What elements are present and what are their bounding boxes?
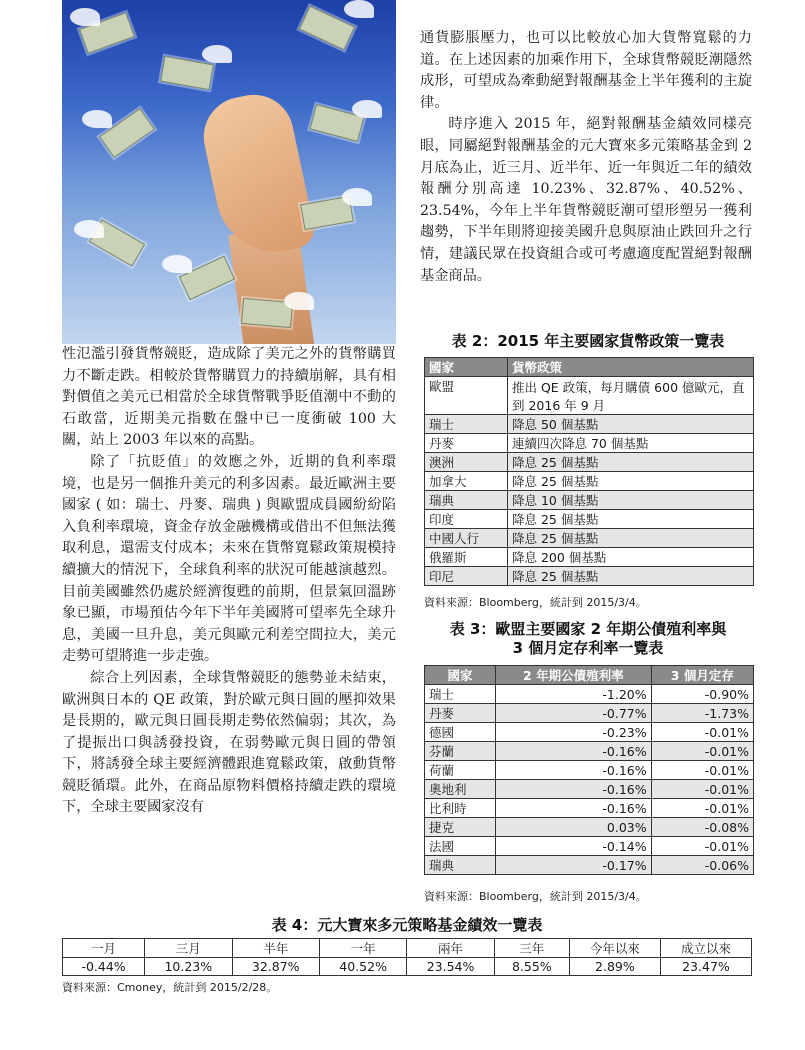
right-column-text bbox=[420, 28, 752, 287]
table-header: 成立以來 bbox=[660, 939, 751, 958]
table2-title: 表 2：2015 年主要國家貨幣政策一覽表 bbox=[451, 332, 725, 350]
table-header: 兩年 bbox=[407, 939, 494, 958]
table-header: 三月 bbox=[145, 939, 232, 958]
table-cell: -0.01% bbox=[651, 723, 753, 742]
table-cell: -0.01% bbox=[651, 761, 753, 780]
bill-wing bbox=[162, 255, 192, 273]
table-cell: -0.01% bbox=[651, 742, 753, 761]
table-cell: 比利時 bbox=[425, 799, 496, 818]
table-cell: 俄羅斯 bbox=[425, 548, 508, 567]
table-cell: 連續四次降息 70 個基點 bbox=[508, 434, 754, 453]
table-cell: 印度 bbox=[425, 510, 508, 529]
table-cell: 2.89% bbox=[569, 958, 660, 976]
table-cell: 降息 25 個基點 bbox=[508, 529, 754, 548]
table-header: 一月 bbox=[63, 939, 145, 958]
table-cell: -0.01% bbox=[651, 799, 753, 818]
table-cell: 0.03% bbox=[496, 818, 652, 837]
table-header: 今年以來 bbox=[569, 939, 660, 958]
table-cell: 德國 bbox=[425, 723, 496, 742]
bill-wing bbox=[70, 8, 100, 26]
table-cell: -0.08% bbox=[651, 818, 753, 837]
table-cell: 瑞士 bbox=[425, 415, 508, 434]
table-header: 3 個月定存 bbox=[651, 666, 753, 685]
bill-wing bbox=[284, 292, 314, 310]
bill-wing bbox=[74, 220, 104, 238]
table-header: 2 年期公債殖利率 bbox=[496, 666, 652, 685]
table-cell: 芬蘭 bbox=[425, 742, 496, 761]
table-header: 一年 bbox=[319, 939, 406, 958]
table-header: 國家 bbox=[425, 358, 508, 377]
paragraph: 通貨膨脹壓力，也可以比較放心加大貨幣寬鬆的力道。在上述因素的加乘作用下，全球貨幣競貶潮隱然成形，可望成為牽動絕對報酬基金上半年獲利的主旋律。 bbox=[420, 30, 752, 111]
table-cell: 降息 200 個基點 bbox=[508, 548, 754, 567]
table-cell: 法國 bbox=[425, 837, 496, 856]
paragraph: 綜合上列因素，全球貨幣競貶的態勢並未結束，歐洲與日本的 QE 政策，對於歐元與日圓的壓抑效果是長期的，歐元與日圓長期走勢依然偏弱；其次，為了提振出口與誘發投資，在弱勢歐元與日圓的帶領下，將誘發全球主要經濟體跟進寬鬆政策，啟動貨幣競貶循環。此外，在商品原物料價格持續走跌的環境下，全球主要國家沒有 bbox=[62, 669, 396, 816]
table-cell: 40.52% bbox=[319, 958, 406, 976]
table-header: 國家 bbox=[425, 666, 496, 685]
table3-title-line2: 3 個月定存利率一覽表 bbox=[512, 639, 664, 657]
table-cell: -0.77% bbox=[496, 704, 652, 723]
table-cell: -0.23% bbox=[496, 723, 652, 742]
table-cell: 瑞典 bbox=[425, 491, 508, 510]
flying-bill bbox=[160, 56, 214, 90]
table3-title-line1: 表 3：歐盟主要國家 2 年期公債殖利率與 bbox=[449, 620, 727, 638]
table-cell: -0.90% bbox=[651, 685, 753, 704]
table-cell: 印尼 bbox=[425, 567, 508, 586]
table4-source: 資料來源：Cmoney，統計到 2015/2/28。 bbox=[62, 981, 278, 994]
table-cell: 奧地利 bbox=[425, 780, 496, 799]
table-header: 三年 bbox=[494, 939, 569, 958]
bill-wing bbox=[352, 100, 382, 118]
table-cell: 中國人行 bbox=[425, 529, 508, 548]
table-cell: -0.44% bbox=[63, 958, 145, 976]
table-cell: -0.14% bbox=[496, 837, 652, 856]
table-header: 貨幣政策 bbox=[508, 358, 754, 377]
table-cell: -1.73% bbox=[651, 704, 753, 723]
table-cell: 歐盟 bbox=[425, 377, 508, 415]
table-header: 半年 bbox=[232, 939, 319, 958]
table2-source: 資料來源：Bloomberg，統計到 2015/3/4。 bbox=[424, 596, 647, 609]
table-cell: 降息 25 個基點 bbox=[508, 567, 754, 586]
table-cell: -0.17% bbox=[496, 856, 652, 875]
fund-performance-table bbox=[62, 938, 752, 976]
table3-title bbox=[420, 620, 756, 658]
table-cell: 加拿大 bbox=[425, 472, 508, 491]
table-cell: 荷蘭 bbox=[425, 761, 496, 780]
table-cell: -0.16% bbox=[496, 799, 652, 818]
table-cell: -0.06% bbox=[651, 856, 753, 875]
table-cell: -1.20% bbox=[496, 685, 652, 704]
table-cell: 23.47% bbox=[660, 958, 751, 976]
table-cell: 捷克 bbox=[425, 818, 496, 837]
table-cell: 降息 25 個基點 bbox=[508, 453, 754, 472]
table4-title: 表 4：元大寶來多元策略基金績效一覽表 bbox=[271, 916, 543, 934]
bill-wing bbox=[344, 0, 374, 18]
table-cell: -0.01% bbox=[651, 780, 753, 799]
table-cell: 丹麥 bbox=[425, 704, 496, 723]
table-cell: 8.55% bbox=[494, 958, 569, 976]
bond-yield-table bbox=[424, 665, 754, 875]
paragraph: 時序進入 2015 年，絕對報酬基金績效同樣亮眼，同屬絕對報酬基金的元大寶來多元策略基金到 2 月底為止，近三月、近半年、近一年與近二年的績效報酬分別高達 10.23%、32.87%、40.52%、23.54%，今年上半年貨幣競貶潮可望形塑另一獲利趨勢，下半年則將迎接美國升息與原油止跌回升之行情，建議民眾在投資組合或可考慮適度配置絕對報酬基金商品。 bbox=[420, 116, 752, 284]
table-cell: -0.16% bbox=[496, 742, 652, 761]
table-cell: -0.16% bbox=[496, 761, 652, 780]
monetary-policy-table bbox=[424, 357, 754, 586]
table-cell: 降息 50 個基點 bbox=[508, 415, 754, 434]
table-cell: 推出 QE 政策，每月購債 600 億歐元，直到 2016 年 9 月 bbox=[508, 377, 754, 415]
bill-wing bbox=[82, 110, 112, 128]
table-cell: 澳洲 bbox=[425, 453, 508, 472]
table-cell: 丹麥 bbox=[425, 434, 508, 453]
hand-shape bbox=[196, 87, 317, 262]
flying-money-hand-image bbox=[62, 0, 396, 344]
table-cell: 23.54% bbox=[407, 958, 494, 976]
table-cell: 10.23% bbox=[145, 958, 232, 976]
table-cell: -0.16% bbox=[496, 780, 652, 799]
table-cell: 降息 10 個基點 bbox=[508, 491, 754, 510]
bill-wing bbox=[342, 188, 372, 206]
left-column-text bbox=[62, 344, 396, 819]
table-cell: 降息 25 個基點 bbox=[508, 472, 754, 491]
table3-source: 資料來源：Bloomberg，統計到 2015/3/4。 bbox=[424, 890, 647, 903]
paragraph: 除了「抗貶值」的效應之外，近期的負利率環境，也是另一個推升美元的利多因素。最近歐洲主要國家 ( 如：瑞士、丹麥、瑞典 ) 與歐盟成員國紛紛陷入負利率環境，資金存放金融機構或借出不但無法獲取利息，還需支付成本；未來在貨幣寬鬆政策規模持續擴大的情況下，全球負利率的狀況可能越演越烈。目前美國雖然仍處於經濟復甦的前期，但景氣回溫跡象已顯，市場預估今年下半年美國將可望率先全球升息，美國一旦升息，美元與歐元利差空間拉大，美元走勢可望將進一步走強。 bbox=[62, 453, 396, 665]
table-cell: -0.01% bbox=[651, 837, 753, 856]
paragraph: 性氾濫引發貨幣競貶，造成除了美元之外的貨幣購買力不斷走跌。相較於貨幣購買力的持續崩解，具有相對價值之美元已相當於全球貨幣戰爭貶值潮中不動的石敢當，近期美元指數在盤中已一度衝破 100 大關，站上 2003 年以來的高點。 bbox=[62, 346, 396, 449]
table-cell: 瑞典 bbox=[425, 856, 496, 875]
bill-wing bbox=[202, 45, 232, 63]
table-cell: 32.87% bbox=[232, 958, 319, 976]
table-cell: 降息 25 個基點 bbox=[508, 510, 754, 529]
table-cell: 瑞士 bbox=[425, 685, 496, 704]
